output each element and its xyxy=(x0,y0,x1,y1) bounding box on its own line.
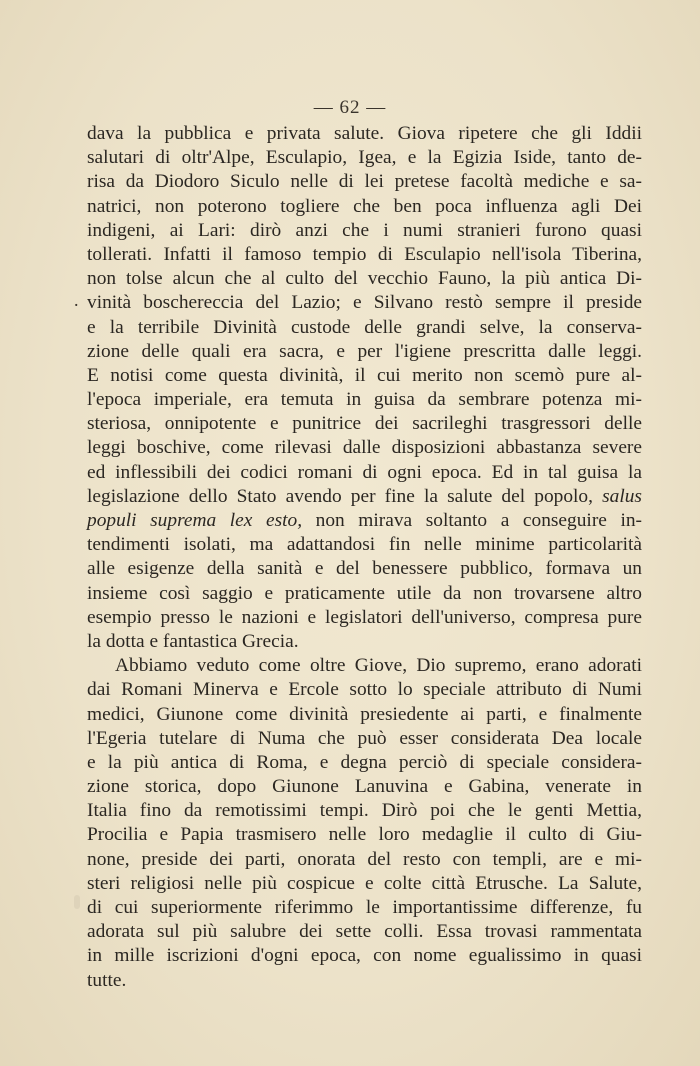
text-line: steri religiosi nelle più cospicue e colte città Etrusche. La Salute, xyxy=(87,872,642,894)
text-line: vinità boschereccia del Lazio; e Silvano restò sempre il preside xyxy=(87,292,642,314)
text-line: steriosa, onnipotente e punitrice dei sacrileghi trasgressori delle xyxy=(87,413,642,435)
text-line: in mille iscrizioni d'ogni epoca, con nome egualissimo in quasi xyxy=(87,945,642,967)
text-line: ed inflessibili dei codici romani di ogni epoca. Ed in tal guisa la xyxy=(87,461,642,483)
text-line: dai Romani Minerva e Ercole sotto lo speciale attributo di Numi xyxy=(87,679,642,701)
text-line: zione delle quali era sacra, e per l'igiene prescritta dalle leggi. xyxy=(87,340,642,362)
text-line: non tolse alcun che al culto del vecchio Fauno, la più antica Di- xyxy=(87,268,642,290)
paragraph-2 xyxy=(87,654,642,993)
text-line: zione storica, dopo Giunone Lanuvina e Gabina, venerate in xyxy=(87,776,642,798)
text-line: Abbiamo veduto come oltre Giove, Dio supremo, erano adorati xyxy=(115,655,642,677)
body-text xyxy=(87,122,642,993)
margin-dot: . xyxy=(74,290,79,310)
text-line: E notisi come questa divinità, il cui merito non scemò pure al- xyxy=(87,364,642,386)
text-line: alle esigenze della sanità e del benessere pubblico, formava un xyxy=(87,558,642,580)
text-segment: non mirava soltanto a conseguire in- xyxy=(302,510,643,531)
text-line: di cui superiormente riferimmo le importantissime differenze, fu xyxy=(87,897,642,918)
text-line-mixed xyxy=(87,485,642,509)
text-line: none, preside dei parti, onorata del resto con templi, are e mi- xyxy=(87,848,642,870)
text-line: leggi boschive, come rilevasi dalle disposizioni abbastanza severe xyxy=(87,437,642,459)
text-line: insieme così saggio e praticamente utile da non trovarsene altro xyxy=(87,582,642,604)
text-line: l'Egeria tutelare di Numa che può esser considerata Dea locale xyxy=(87,727,642,749)
text-line: adorata sul più salubre dei sette colli. Essa trovasi rammentata xyxy=(87,921,642,943)
text-line: l'epoca imperiale, era temuta in guisa da sembrare potenza mi- xyxy=(87,389,642,411)
text-line: tendimenti isolati, ma adattandosi fin nelle minime particolarità xyxy=(87,534,642,556)
text-line: e la più antica di Roma, e degna perciò di speciale considera- xyxy=(87,751,642,773)
text-segment: legislazione dello Stato avendo per fine la salute del popolo, xyxy=(87,485,593,507)
text-line: tutte. xyxy=(87,969,127,991)
paragraph-1 xyxy=(87,122,642,654)
page-number: — 62 — xyxy=(313,97,387,118)
text-line: dava la pubblica e privata salute. Giova ripetere che gli Iddii xyxy=(87,123,642,144)
text-line: natrici, non poterono togliere che ben poca influenza agli Dei xyxy=(87,195,642,217)
text-line: salutari di oltr'Alpe, Esculapio, Igea, e la Egizia Iside, tanto de- xyxy=(87,147,642,169)
text-line: esempio presso le nazioni e legislatori dell'universo, compresa pure xyxy=(87,606,642,628)
text-line-mixed xyxy=(87,509,642,533)
italic-phrase: salus xyxy=(602,485,642,507)
text-line: medici, Giunone come divinità presiedente ai parti, e finalmente xyxy=(87,703,642,725)
text-line: la dotta e fantastica Grecia. xyxy=(87,630,299,652)
text-line: tollerati. Infatti il famoso tempio di Esculapio nell'isola Tiberina, xyxy=(87,243,642,265)
text-line: indigeni, ai Lari: dirò anzi che i numi stranieri furono quasi xyxy=(87,219,642,241)
text-line: e la terribile Divinità custode delle grandi selve, la conserva- xyxy=(87,316,642,338)
text-line: risa da Diodoro Siculo nelle di lei pretese facoltà mediche e sa- xyxy=(87,171,642,193)
text-line: Italia fino da remotissimi tempi. Dirò poi che le genti Mettia, xyxy=(87,800,642,822)
margin-mark xyxy=(74,895,80,909)
italic-phrase: populi suprema lex esto, xyxy=(87,510,303,531)
text-line: Procilia e Papia trasmisero nelle loro medaglie il culto di Giu- xyxy=(87,824,642,846)
